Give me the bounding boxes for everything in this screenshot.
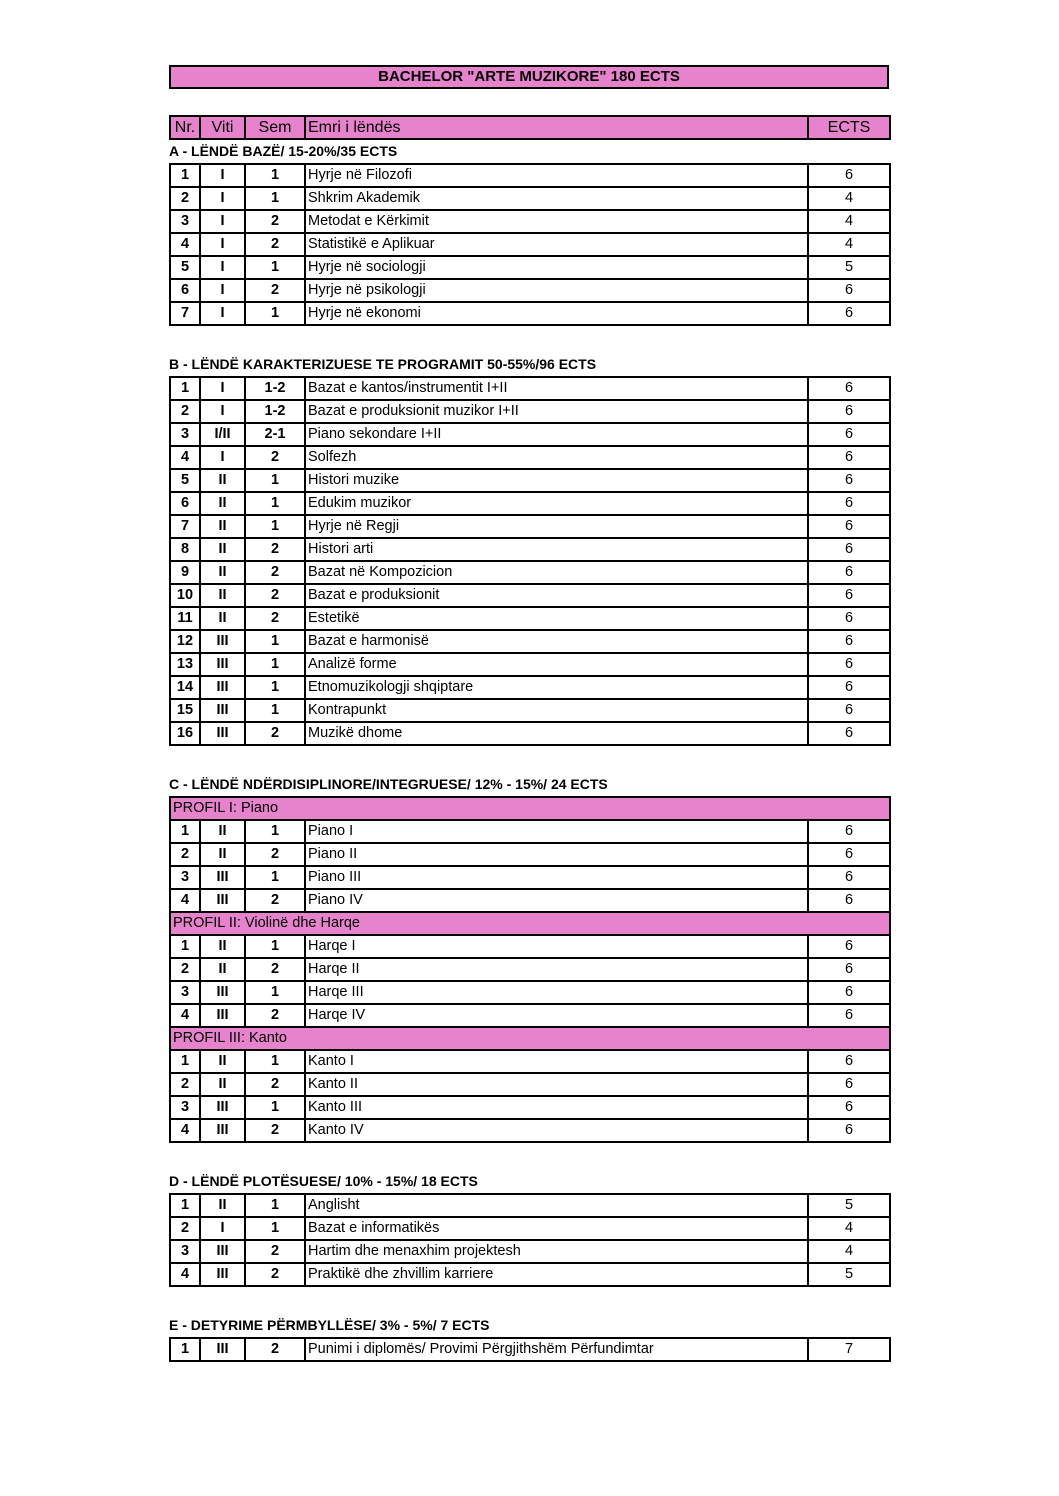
cell-name: Estetikë (305, 607, 808, 630)
cell-name: Hyrje në Regji (305, 515, 808, 538)
cell-viti: II (200, 935, 245, 958)
cell-nr: 2 (170, 843, 200, 866)
table-row (170, 164, 890, 187)
section-title: B - LËNDË KARAKTERIZUESE TE PROGRAMIT 50-55%/96 ECTS (169, 356, 597, 372)
cell-viti: II (200, 584, 245, 607)
cell-sem: 1 (245, 935, 305, 958)
cell-nr: 1 (170, 1338, 200, 1361)
cell-ects: 6 (808, 958, 890, 981)
cell-nr: 12 (170, 630, 200, 653)
cell-name: Hartim dhe menaxhim projektesh (305, 1240, 808, 1263)
cell-nr: 2 (170, 187, 200, 210)
cell-viti: III (200, 889, 245, 912)
cell-sem: 2 (245, 446, 305, 469)
cell-sem: 1 (245, 164, 305, 187)
cell-name: Piano sekondare I+II (305, 423, 808, 446)
cell-nr: 4 (170, 446, 200, 469)
section-table (169, 163, 891, 326)
cell-nr: 11 (170, 607, 200, 630)
cell-sem: 2 (245, 561, 305, 584)
table-row (170, 866, 890, 889)
cell-sem: 1 (245, 699, 305, 722)
cell-name: Harqe I (305, 935, 808, 958)
header-name: Emri i lëndës (305, 116, 808, 139)
cell-ects: 5 (808, 1194, 890, 1217)
cell-ects: 6 (808, 561, 890, 584)
table-row (170, 630, 890, 653)
cell-sem: 1 (245, 630, 305, 653)
cell-viti: III (200, 981, 245, 1004)
cell-viti: I (200, 1217, 245, 1240)
cell-nr: 4 (170, 1119, 200, 1142)
cell-viti: II (200, 1194, 245, 1217)
cell-name: Bazat e produksionit muzikor I+II (305, 400, 808, 423)
cell-ects: 4 (808, 187, 890, 210)
curriculum-document (169, 65, 889, 1362)
section-table (169, 796, 891, 1143)
cell-viti: III (200, 1096, 245, 1119)
cell-viti: I (200, 187, 245, 210)
cell-name: Bazat e harmonisë (305, 630, 808, 653)
cell-ects: 6 (808, 607, 890, 630)
cell-nr: 6 (170, 279, 200, 302)
cell-ects: 6 (808, 279, 890, 302)
cell-viti: I (200, 256, 245, 279)
header-ects: ECTS (808, 116, 890, 139)
cell-name: Kanto III (305, 1096, 808, 1119)
profile-label: PROFIL II: Violinë dhe Harqe (170, 912, 890, 935)
cell-viti: II (200, 561, 245, 584)
cell-sem: 2 (245, 722, 305, 745)
table-row (170, 233, 890, 256)
table-row (170, 187, 890, 210)
document-title: BACHELOR "ARTE MUZIKORE" 180 ECTS (378, 68, 680, 85)
table-row (170, 1096, 890, 1119)
cell-viti: I (200, 233, 245, 256)
cell-ects: 6 (808, 866, 890, 889)
cell-nr: 1 (170, 164, 200, 187)
table-row (170, 1004, 890, 1027)
cell-sem: 2 (245, 233, 305, 256)
table-row (170, 469, 890, 492)
header-nr: Nr. (170, 116, 200, 139)
cell-sem: 1 (245, 1217, 305, 1240)
cell-name: Praktikë dhe zhvillim karriere (305, 1263, 808, 1286)
cell-nr: 10 (170, 584, 200, 607)
cell-name: Bazat e produksionit (305, 584, 808, 607)
cell-nr: 5 (170, 469, 200, 492)
table-row (170, 492, 890, 515)
cell-sem: 2 (245, 843, 305, 866)
cell-ects: 6 (808, 164, 890, 187)
cell-ects: 6 (808, 722, 890, 745)
column-header-table (169, 115, 891, 140)
cell-nr: 1 (170, 820, 200, 843)
cell-name: Kanto IV (305, 1119, 808, 1142)
cell-name: Bazat e kantos/instrumentit I+II (305, 377, 808, 400)
cell-sem: 1 (245, 820, 305, 843)
cell-nr: 3 (170, 1096, 200, 1119)
cell-viti: III (200, 699, 245, 722)
cell-viti: III (200, 1338, 245, 1361)
cell-nr: 4 (170, 1263, 200, 1286)
section-table (169, 1337, 891, 1362)
cell-ects: 4 (808, 1217, 890, 1240)
cell-nr: 5 (170, 256, 200, 279)
cell-ects: 6 (808, 935, 890, 958)
cell-nr: 4 (170, 1004, 200, 1027)
cell-viti: II (200, 538, 245, 561)
table-row (170, 607, 890, 630)
cell-nr: 14 (170, 676, 200, 699)
cell-name: Hyrje në psikologji (305, 279, 808, 302)
cell-sem: 2 (245, 210, 305, 233)
table-row (170, 1073, 890, 1096)
cell-nr: 1 (170, 1194, 200, 1217)
cell-name: Analizë forme (305, 653, 808, 676)
table-row (170, 699, 890, 722)
profile-row (170, 1027, 890, 1050)
cell-name: Muzikë dhome (305, 722, 808, 745)
cell-name: Bazat në Kompozicion (305, 561, 808, 584)
cell-name: Statistikë e Aplikuar (305, 233, 808, 256)
cell-sem: 2 (245, 538, 305, 561)
cell-nr: 9 (170, 561, 200, 584)
cell-viti: I (200, 279, 245, 302)
table-row (170, 446, 890, 469)
cell-ects: 6 (808, 699, 890, 722)
cell-sem: 1 (245, 866, 305, 889)
cell-sem: 2 (245, 584, 305, 607)
cell-sem: 1-2 (245, 400, 305, 423)
cell-ects: 5 (808, 256, 890, 279)
table-row (170, 889, 890, 912)
cell-ects: 6 (808, 423, 890, 446)
profile-label: PROFIL III: Kanto (170, 1027, 890, 1050)
section-table (169, 376, 891, 746)
table-row (170, 400, 890, 423)
cell-viti: II (200, 469, 245, 492)
cell-ects: 4 (808, 1240, 890, 1263)
cell-viti: III (200, 1004, 245, 1027)
cell-viti: II (200, 515, 245, 538)
section-table (169, 1193, 891, 1287)
document-title-bar (169, 65, 889, 89)
table-row (170, 538, 890, 561)
cell-name: Piano I (305, 820, 808, 843)
cell-nr: 6 (170, 492, 200, 515)
cell-nr: 15 (170, 699, 200, 722)
table-row (170, 515, 890, 538)
cell-nr: 13 (170, 653, 200, 676)
profile-row (170, 797, 890, 820)
table-row (170, 279, 890, 302)
cell-name: Piano IV (305, 889, 808, 912)
table-row (170, 210, 890, 233)
cell-sem: 2 (245, 958, 305, 981)
profile-label: PROFIL I: Piano (170, 797, 890, 820)
cell-sem: 1-2 (245, 377, 305, 400)
cell-nr: 2 (170, 1073, 200, 1096)
table-row (170, 722, 890, 745)
cell-name: Etnomuzikologji shqiptare (305, 676, 808, 699)
cell-name: Histori arti (305, 538, 808, 561)
cell-sem: 2 (245, 279, 305, 302)
cell-name: Metodat e Kërkimit (305, 210, 808, 233)
cell-viti: III (200, 676, 245, 699)
table-row (170, 1119, 890, 1142)
cell-viti: II (200, 492, 245, 515)
cell-name: Piano II (305, 843, 808, 866)
table-row (170, 302, 890, 325)
cell-nr: 3 (170, 1240, 200, 1263)
cell-name: Hyrje në ekonomi (305, 302, 808, 325)
cell-ects: 6 (808, 653, 890, 676)
cell-ects: 6 (808, 492, 890, 515)
cell-name: Anglisht (305, 1194, 808, 1217)
cell-sem: 1 (245, 981, 305, 1004)
cell-nr: 4 (170, 889, 200, 912)
cell-ects: 6 (808, 400, 890, 423)
cell-name: Harqe IV (305, 1004, 808, 1027)
cell-sem: 1 (245, 492, 305, 515)
cell-sem: 2 (245, 1004, 305, 1027)
cell-viti: I (200, 446, 245, 469)
cell-nr: 16 (170, 722, 200, 745)
table-row (170, 981, 890, 1004)
section-title: C - LËNDË NDËRDISIPLINORE/INTEGRUESE/ 12% - 15%/ 24 ECTS (169, 776, 608, 792)
cell-nr: 1 (170, 1050, 200, 1073)
cell-nr: 1 (170, 935, 200, 958)
cell-nr: 2 (170, 1217, 200, 1240)
cell-sem: 2 (245, 889, 305, 912)
cell-sem: 2-1 (245, 423, 305, 446)
cell-name: Kanto II (305, 1073, 808, 1096)
cell-viti: III (200, 1263, 245, 1286)
cell-ects: 6 (808, 538, 890, 561)
table-row (170, 1050, 890, 1073)
table-row (170, 561, 890, 584)
cell-viti: I/II (200, 423, 245, 446)
cell-name: Punimi i diplomës/ Provimi Përgjithshëm Përfundimtar (305, 1338, 808, 1361)
cell-name: Harqe III (305, 981, 808, 1004)
cell-ects: 6 (808, 630, 890, 653)
table-row (170, 423, 890, 446)
cell-sem: 1 (245, 653, 305, 676)
cell-ects: 6 (808, 981, 890, 1004)
section-title: D - LËNDË PLOTËSUESE/ 10% - 15%/ 18 ECTS (169, 1173, 478, 1189)
cell-sem: 2 (245, 1263, 305, 1286)
cell-nr: 2 (170, 400, 200, 423)
cell-ects: 6 (808, 676, 890, 699)
cell-ects: 6 (808, 584, 890, 607)
cell-viti: I (200, 400, 245, 423)
cell-sem: 1 (245, 256, 305, 279)
cell-sem: 2 (245, 1119, 305, 1142)
cell-name: Bazat e informatikës (305, 1217, 808, 1240)
cell-name: Harqe II (305, 958, 808, 981)
table-row (170, 1263, 890, 1286)
cell-ects: 6 (808, 446, 890, 469)
cell-ects: 6 (808, 377, 890, 400)
sections-container (169, 140, 889, 1362)
cell-name: Histori muzike (305, 469, 808, 492)
cell-nr: 3 (170, 981, 200, 1004)
cell-ects: 7 (808, 1338, 890, 1361)
table-row (170, 676, 890, 699)
cell-ects: 4 (808, 210, 890, 233)
cell-nr: 7 (170, 302, 200, 325)
cell-ects: 6 (808, 515, 890, 538)
cell-sem: 1 (245, 187, 305, 210)
cell-viti: II (200, 607, 245, 630)
cell-ects: 6 (808, 1119, 890, 1142)
cell-nr: 4 (170, 233, 200, 256)
cell-ects: 6 (808, 302, 890, 325)
cell-viti: I (200, 164, 245, 187)
profile-row (170, 912, 890, 935)
table-row (170, 1240, 890, 1263)
cell-ects: 6 (808, 1050, 890, 1073)
header-sem: Sem (245, 116, 305, 139)
cell-viti: II (200, 1050, 245, 1073)
cell-nr: 3 (170, 210, 200, 233)
cell-viti: III (200, 866, 245, 889)
cell-sem: 2 (245, 1073, 305, 1096)
column-header-row (170, 116, 890, 139)
header-viti: Viti (200, 116, 245, 139)
cell-name: Kontrapunkt (305, 699, 808, 722)
cell-ects: 6 (808, 469, 890, 492)
cell-ects: 6 (808, 1004, 890, 1027)
table-row (170, 256, 890, 279)
cell-sem: 1 (245, 1096, 305, 1119)
cell-sem: 2 (245, 607, 305, 630)
cell-ects: 6 (808, 889, 890, 912)
cell-name: Hyrje në Filozofi (305, 164, 808, 187)
table-row (170, 820, 890, 843)
table-row (170, 843, 890, 866)
cell-viti: II (200, 958, 245, 981)
cell-viti: II (200, 820, 245, 843)
cell-nr: 2 (170, 958, 200, 981)
cell-name: Solfezh (305, 446, 808, 469)
cell-viti: I (200, 210, 245, 233)
cell-sem: 1 (245, 515, 305, 538)
cell-ects: 4 (808, 233, 890, 256)
cell-viti: III (200, 653, 245, 676)
cell-ects: 6 (808, 843, 890, 866)
cell-name: Hyrje në sociologji (305, 256, 808, 279)
cell-name: Edukim muzikor (305, 492, 808, 515)
table-row (170, 958, 890, 981)
cell-name: Kanto I (305, 1050, 808, 1073)
cell-sem: 1 (245, 1194, 305, 1217)
cell-sem: 1 (245, 676, 305, 699)
cell-viti: III (200, 630, 245, 653)
section-title: E - DETYRIME PËRMBYLLËSE/ 3% - 5%/ 7 ECTS (169, 1317, 490, 1333)
table-row (170, 1217, 890, 1240)
table-row (170, 653, 890, 676)
cell-nr: 1 (170, 377, 200, 400)
cell-viti: I (200, 302, 245, 325)
table-row (170, 584, 890, 607)
cell-sem: 1 (245, 1050, 305, 1073)
cell-viti: III (200, 722, 245, 745)
cell-viti: III (200, 1240, 245, 1263)
cell-name: Shkrim Akademik (305, 187, 808, 210)
cell-sem: 2 (245, 1240, 305, 1263)
cell-viti: III (200, 1119, 245, 1142)
cell-sem: 1 (245, 469, 305, 492)
cell-ects: 6 (808, 1096, 890, 1119)
section-title: A - LËNDË BAZË/ 15-20%/35 ECTS (169, 143, 398, 159)
cell-nr: 3 (170, 423, 200, 446)
cell-ects: 5 (808, 1263, 890, 1286)
cell-name: Piano III (305, 866, 808, 889)
cell-sem: 2 (245, 1338, 305, 1361)
cell-nr: 7 (170, 515, 200, 538)
cell-sem: 1 (245, 302, 305, 325)
cell-viti: II (200, 843, 245, 866)
cell-viti: II (200, 1073, 245, 1096)
table-row (170, 1338, 890, 1361)
cell-nr: 3 (170, 866, 200, 889)
table-row (170, 1194, 890, 1217)
cell-ects: 6 (808, 1073, 890, 1096)
table-row (170, 935, 890, 958)
table-row (170, 377, 890, 400)
cell-viti: I (200, 377, 245, 400)
cell-nr: 8 (170, 538, 200, 561)
cell-ects: 6 (808, 820, 890, 843)
